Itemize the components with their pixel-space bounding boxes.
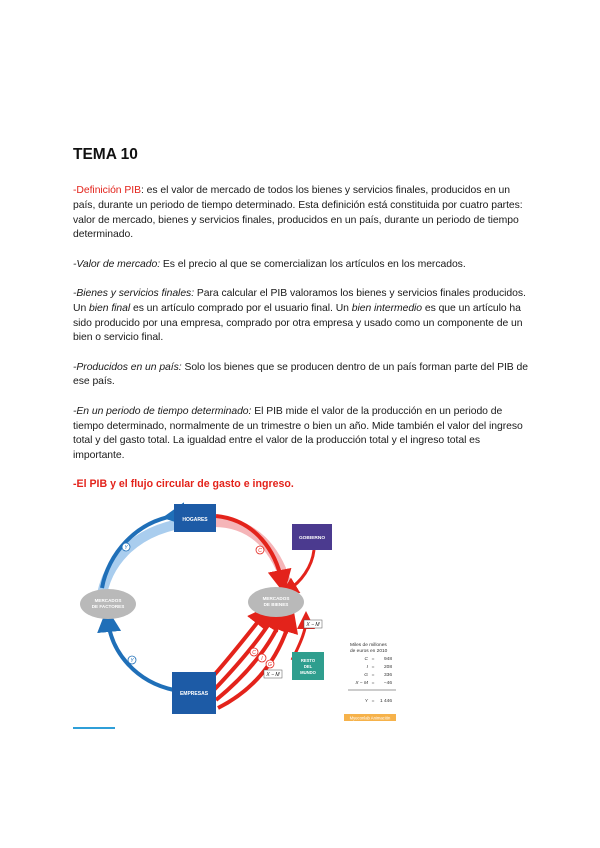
paragraph-lead: -Definición PIB [73, 185, 141, 196]
red-flow-2 [212, 616, 274, 692]
paragraph-producidos-pais [73, 361, 533, 391]
paragraph-text: Solo los bienes que se producen dentro de un país forman parte del PIB de ese país. [73, 361, 528, 388]
paragraph-lead: -Valor de mercado: [73, 258, 161, 270]
gdp-table-value: 948 [383, 657, 392, 662]
gdp-table-label: X − M [355, 681, 368, 686]
body-text [73, 184, 533, 478]
gdp-table-total-label: Y [364, 699, 368, 704]
pink-spending-flow [214, 522, 286, 582]
flow-label-y-top: Y [124, 545, 128, 551]
gdp-table-sign: = [371, 657, 375, 662]
mercados-bienes-label: MERCADOS [262, 596, 290, 601]
footer-rule [73, 727, 115, 729]
mercados-bienes-label: DE BIENES [263, 602, 289, 607]
paragraph-text: es un artículo comprado por el usuario final. Un [130, 302, 352, 314]
gdp-table-title: Miles de millones [350, 643, 387, 648]
hogares-label: HOGARES [182, 517, 208, 523]
paragraph-text: Para calcular el PIB valoramos los bienes y servicios finales producidos. Un [73, 287, 526, 314]
gdp-table-label: G [364, 673, 368, 678]
gobierno-label: GOBIERNO [298, 536, 326, 541]
paragraph-definicion-pib [73, 184, 533, 243]
paragraph-lead: -Producidos en un país: [73, 361, 182, 373]
gdp-table-value: −46 [383, 681, 392, 686]
paragraph-lead: -En un periodo de tiempo determinado: [73, 405, 252, 417]
light-blue-income-flow [101, 522, 194, 600]
paragraph-text: es que un artículo ha sido producido por una empresa, comprado por otra empresa y usado como un componente de un bien o servicio final. [73, 302, 523, 344]
flow-label-y-bottom: Y [130, 658, 134, 664]
gdp-table-value: 336 [383, 673, 392, 678]
paragraph-text: Es el precio al que se comercializan los artículos en los mercados. [160, 258, 466, 270]
empresas-label: EMPRESAS [179, 691, 209, 697]
flow-label-i: I [261, 656, 263, 662]
paragraph-periodo-tiempo [73, 405, 533, 464]
term-bien-intermedio: bien intermedio [351, 302, 423, 314]
flow-label-x-minus-m-bottom: X − M [266, 672, 280, 678]
gdp-table-total-sign: = [371, 699, 375, 704]
red-flow-gobierno [288, 550, 314, 590]
gdp-table-total-value: 1 446 [379, 699, 392, 704]
animation-badge-label: Myeconlab Animación [349, 715, 391, 721]
paragraph-lead: -Bienes y servicios finales: [73, 287, 195, 299]
resto-mundo-label: DEL [303, 664, 313, 669]
paragraph-valor-de-mercado [73, 258, 533, 273]
gdp-table-sign: = [371, 681, 375, 686]
flow-label-g: G [268, 662, 272, 668]
flow-label-c-lower: C [252, 650, 256, 656]
gdp-table-label: C [364, 657, 368, 662]
gdp-table-sign: = [371, 673, 375, 678]
blue-flow-bottom [108, 620, 174, 690]
page-title: TEMA 10 [73, 146, 138, 163]
gdp-table-sign: = [371, 665, 375, 670]
gdp-table-value: 208 [383, 665, 392, 670]
gdp-table [344, 642, 396, 721]
resto-mundo-label: MUNDO [300, 670, 316, 675]
paragraph-text: : es el valor de mercado de todos los bienes y servicios finales, producidos en un país, durante un periodo de tiempo determinado. Esta definición está constituida por cuatro partes: valor de mercado, bienes y servicios finales, producidos en un país, durante un periodo de tiempo determinado. [73, 185, 523, 241]
flow-label-c-top: C [258, 548, 262, 554]
flow-label-x-minus-m-right: X − M [306, 622, 320, 628]
paragraph-bienes-servicios [73, 287, 533, 346]
paragraph-text: El PIB mide el valor de la producción en un periodo de tiempo determinado, normalmente de un trimestre o bien un año. Mide también el valor del ingreso total y del gasto total. La igualdad entre el valor de la producción total y el ingreso total es importante. [73, 405, 523, 462]
term-bien-final: bien final [89, 302, 131, 314]
mercados-factores-label: DE FACTORES [91, 604, 125, 609]
resto-mundo-label: RESTO [300, 658, 316, 663]
circular-flow-diagram [76, 492, 436, 732]
gdp-table-label: I [366, 665, 368, 670]
gdp-table-title: de euros en 2010 [350, 649, 388, 654]
mercados-factores-label: MERCADOS [94, 598, 122, 603]
section-heading: -El PIB y el flujo circular de gasto e ingreso. [73, 478, 294, 490]
